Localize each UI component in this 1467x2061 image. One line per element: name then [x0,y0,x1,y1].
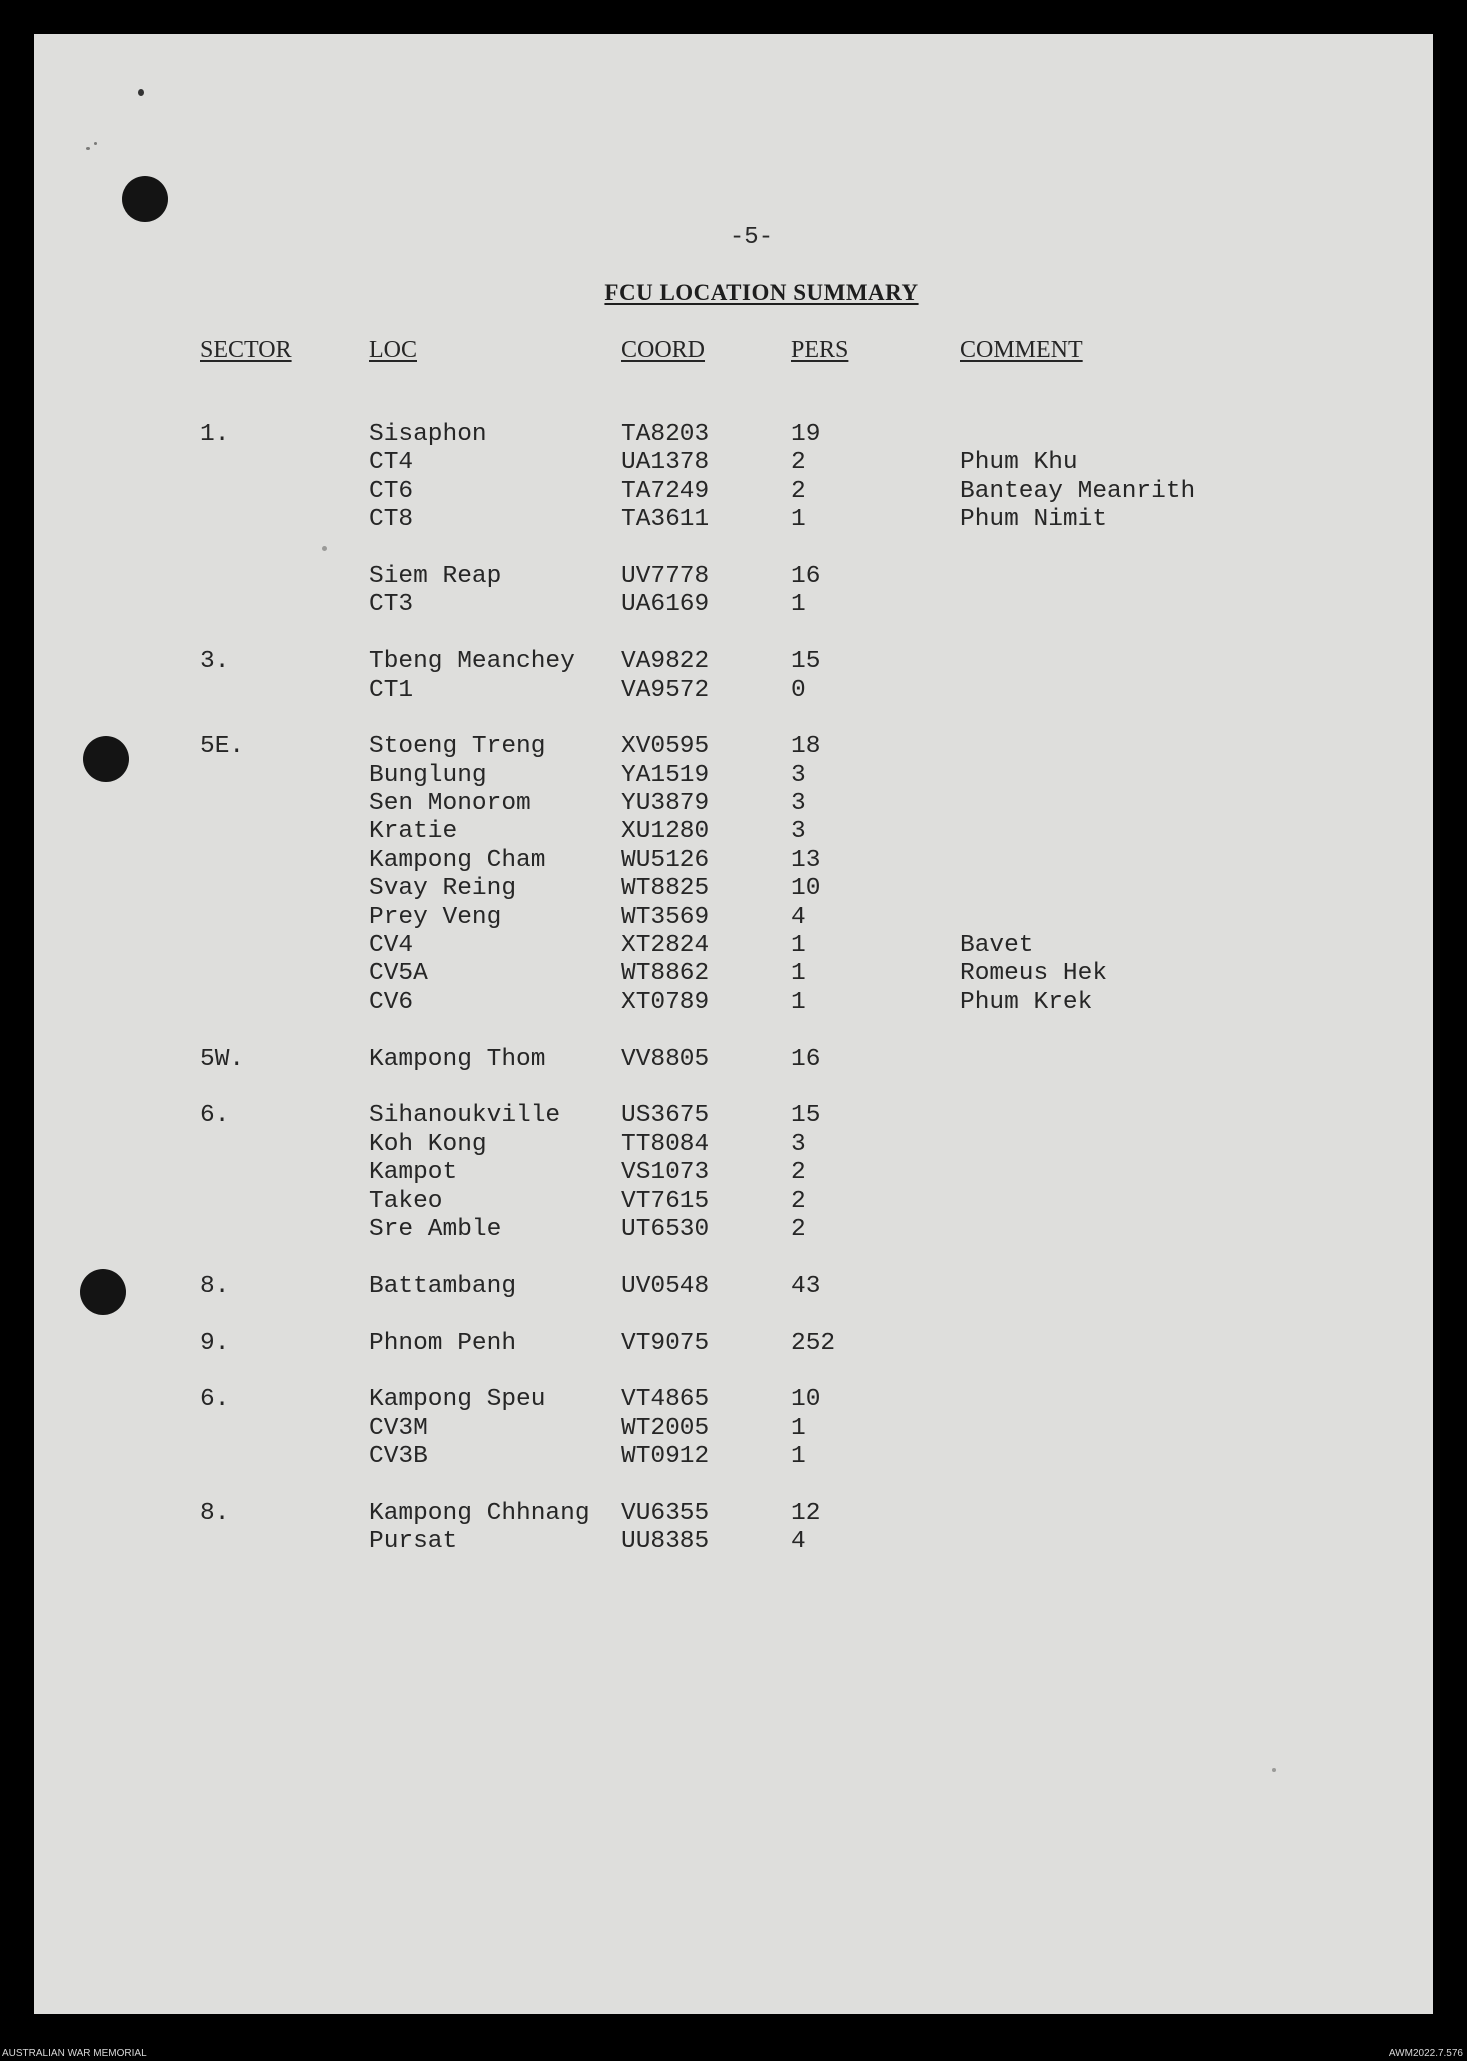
cell-coord: VS1073 [621,1159,710,1187]
cell-pers: 1 [791,591,806,619]
header-pers: PERS [791,337,849,363]
header-sector: SECTOR [200,337,292,363]
cell-loc: CT8 [369,506,414,534]
cell-coord: UV0548 [621,1272,710,1300]
cell-loc: Kampong Thom [369,1045,546,1073]
paper-speck [94,142,97,145]
cell-coord: TT8084 [621,1130,710,1158]
cell-loc: CV3M [369,1414,428,1442]
cell-sector: 8. [200,1499,230,1527]
table-row [34,478,1433,506]
cell-sector: 6. [200,1102,230,1130]
cell-coord: WT0912 [621,1443,710,1471]
header-coord: COORD [621,337,706,363]
cell-pers: 15 [791,1102,821,1130]
cell-loc: CT4 [369,449,414,477]
cell-loc: Prey Veng [369,903,502,931]
cell-pers: 1 [791,960,806,988]
cell-loc: Kratie [369,818,458,846]
cell-pers: 3 [791,790,806,818]
cell-pers: 4 [791,903,806,931]
cell-loc: Phnom Penh [369,1329,517,1357]
cell-coord: YA1519 [621,761,710,789]
cell-coord: WT8862 [621,960,710,988]
cell-loc: CT6 [369,477,414,505]
cell-loc: Battambang [369,1272,517,1300]
table-row [34,989,1433,1017]
cell-sector: 5E. [200,733,245,761]
paper-speck [138,89,144,96]
cell-pers: 18 [791,733,821,761]
table-row [34,1330,1433,1358]
paper-speck [86,147,90,150]
location-table [34,421,1433,1557]
cell-pers: 2 [791,1159,806,1187]
cell-coord: TA8203 [621,421,710,448]
cell-coord: WT8825 [621,875,710,903]
cell-coord: WT2005 [621,1414,710,1442]
cell-loc: Bunglung [369,761,487,789]
cell-pers: 3 [791,761,806,789]
cell-comment: Phum Khu [960,449,1078,477]
table-row [34,960,1433,988]
cell-pers: 15 [791,648,821,676]
cell-loc: Kampong Chhnang [369,1499,590,1527]
table-row [34,847,1433,875]
cell-sector: 3. [200,648,230,676]
cell-sector: 8. [200,1272,230,1300]
cell-sector: 6. [200,1386,230,1414]
document-page [34,34,1433,2014]
table-row [34,1159,1433,1187]
table-row [34,790,1433,818]
cell-pers: 2 [791,477,806,505]
page-number: -5- [729,224,774,251]
cell-coord: XU1280 [621,818,710,846]
cell-pers: 43 [791,1272,821,1300]
cell-pers: 0 [791,676,806,704]
table-row [34,733,1433,761]
cell-pers: 3 [791,1130,806,1158]
cell-comment: Phum Krek [960,988,1093,1016]
header-comment: COMMENT [960,337,1083,363]
cell-pers: 1 [791,1443,806,1471]
table-row [34,648,1433,676]
cell-pers: 252 [791,1329,836,1357]
cell-comment: Phum Nimit [960,506,1108,534]
cell-loc: Siem Reap [369,562,502,590]
cell-loc: Sihanoukville [369,1102,561,1130]
cell-coord: VA9572 [621,676,710,704]
table-row [34,1131,1433,1159]
cell-pers: 3 [791,818,806,846]
table-row [34,677,1433,705]
cell-loc: CV5A [369,960,428,988]
table-row [34,449,1433,477]
table-row [34,1415,1433,1443]
cell-coord: VT4865 [621,1386,710,1414]
cell-coord: US3675 [621,1102,710,1130]
table-row [34,506,1433,534]
table-row [34,1528,1433,1556]
footer-credit: AUSTRALIAN WAR MEMORIAL [2,2048,147,2059]
table-row [34,1386,1433,1414]
cell-coord: TA3611 [621,506,710,534]
header-loc: LOC [369,337,417,363]
footer-reference: AWM2022.7.576 [1388,2048,1463,2059]
cell-loc: Kampot [369,1159,458,1187]
cell-coord: WU5126 [621,846,710,874]
cell-coord: XT0789 [621,988,710,1016]
cell-coord: UU8385 [621,1528,710,1556]
cell-coord: XT2824 [621,932,710,960]
cell-coord: UV7778 [621,562,710,590]
cell-coord: YU3879 [621,790,710,818]
cell-pers: 13 [791,846,821,874]
cell-pers: 2 [791,1187,806,1215]
cell-pers: 16 [791,562,821,590]
cell-coord: UT6530 [621,1215,710,1243]
cell-pers: 12 [791,1499,821,1527]
cell-loc: CV3B [369,1443,428,1471]
cell-coord: VT9075 [621,1329,710,1357]
cell-loc: Pursat [369,1528,458,1556]
cell-loc: Stoeng Treng [369,733,546,761]
cell-loc: CV6 [369,988,414,1016]
table-row [34,1216,1433,1244]
table-row [34,421,1433,449]
cell-coord: UA1378 [621,449,710,477]
cell-comment: Banteay Meanrith [960,477,1196,505]
table-row [34,1443,1433,1471]
cell-pers: 10 [791,1386,821,1414]
cell-coord: XV0595 [621,733,710,761]
cell-loc: Kampong Speu [369,1386,546,1414]
table-row [34,1102,1433,1130]
cell-pers: 1 [791,1414,806,1442]
cell-coord: VU6355 [621,1499,710,1527]
cell-coord: UA6169 [621,591,710,619]
cell-pers: 1 [791,932,806,960]
cell-comment: Bavet [960,932,1034,960]
table-row [34,591,1433,619]
cell-loc: Sisaphon [369,421,487,448]
table-row [34,1500,1433,1528]
cell-loc: Koh Kong [369,1130,487,1158]
document-title: FCU LOCATION SUMMARY [604,280,919,305]
cell-pers: 1 [791,988,806,1016]
table-row [34,762,1433,790]
cell-comment: Romeus Hek [960,960,1108,988]
cell-loc: CT3 [369,591,414,619]
table-row [34,904,1433,932]
table-row [34,1046,1433,1074]
cell-pers: 4 [791,1528,806,1556]
cell-coord: TA7249 [621,477,710,505]
table-row [34,875,1433,903]
cell-loc: CT1 [369,676,414,704]
cell-sector: 9. [200,1329,230,1357]
cell-pers: 16 [791,1045,821,1073]
cell-sector: 5W. [200,1045,245,1073]
paper-speck [1272,1768,1276,1772]
cell-loc: Sen Monorom [369,790,531,818]
punch-hole [122,176,168,222]
cell-loc: Sre Amble [369,1215,502,1243]
cell-pers: 19 [791,421,821,448]
cell-loc: Tbeng Meanchey [369,648,575,676]
cell-pers: 10 [791,875,821,903]
cell-loc: Svay Reing [369,875,517,903]
cell-loc: Kampong Cham [369,846,546,874]
cell-sector: 1. [200,421,230,448]
table-row [34,563,1433,591]
table-row [34,932,1433,960]
cell-pers: 2 [791,1215,806,1243]
table-row [34,1273,1433,1301]
cell-coord: WT3569 [621,903,710,931]
table-row [34,1188,1433,1216]
cell-loc: CV4 [369,932,414,960]
cell-coord: VA9822 [621,648,710,676]
cell-loc: Takeo [369,1187,443,1215]
table-row [34,818,1433,846]
cell-coord: VT7615 [621,1187,710,1215]
cell-pers: 1 [791,506,806,534]
cell-coord: VV8805 [621,1045,710,1073]
cell-pers: 2 [791,449,806,477]
